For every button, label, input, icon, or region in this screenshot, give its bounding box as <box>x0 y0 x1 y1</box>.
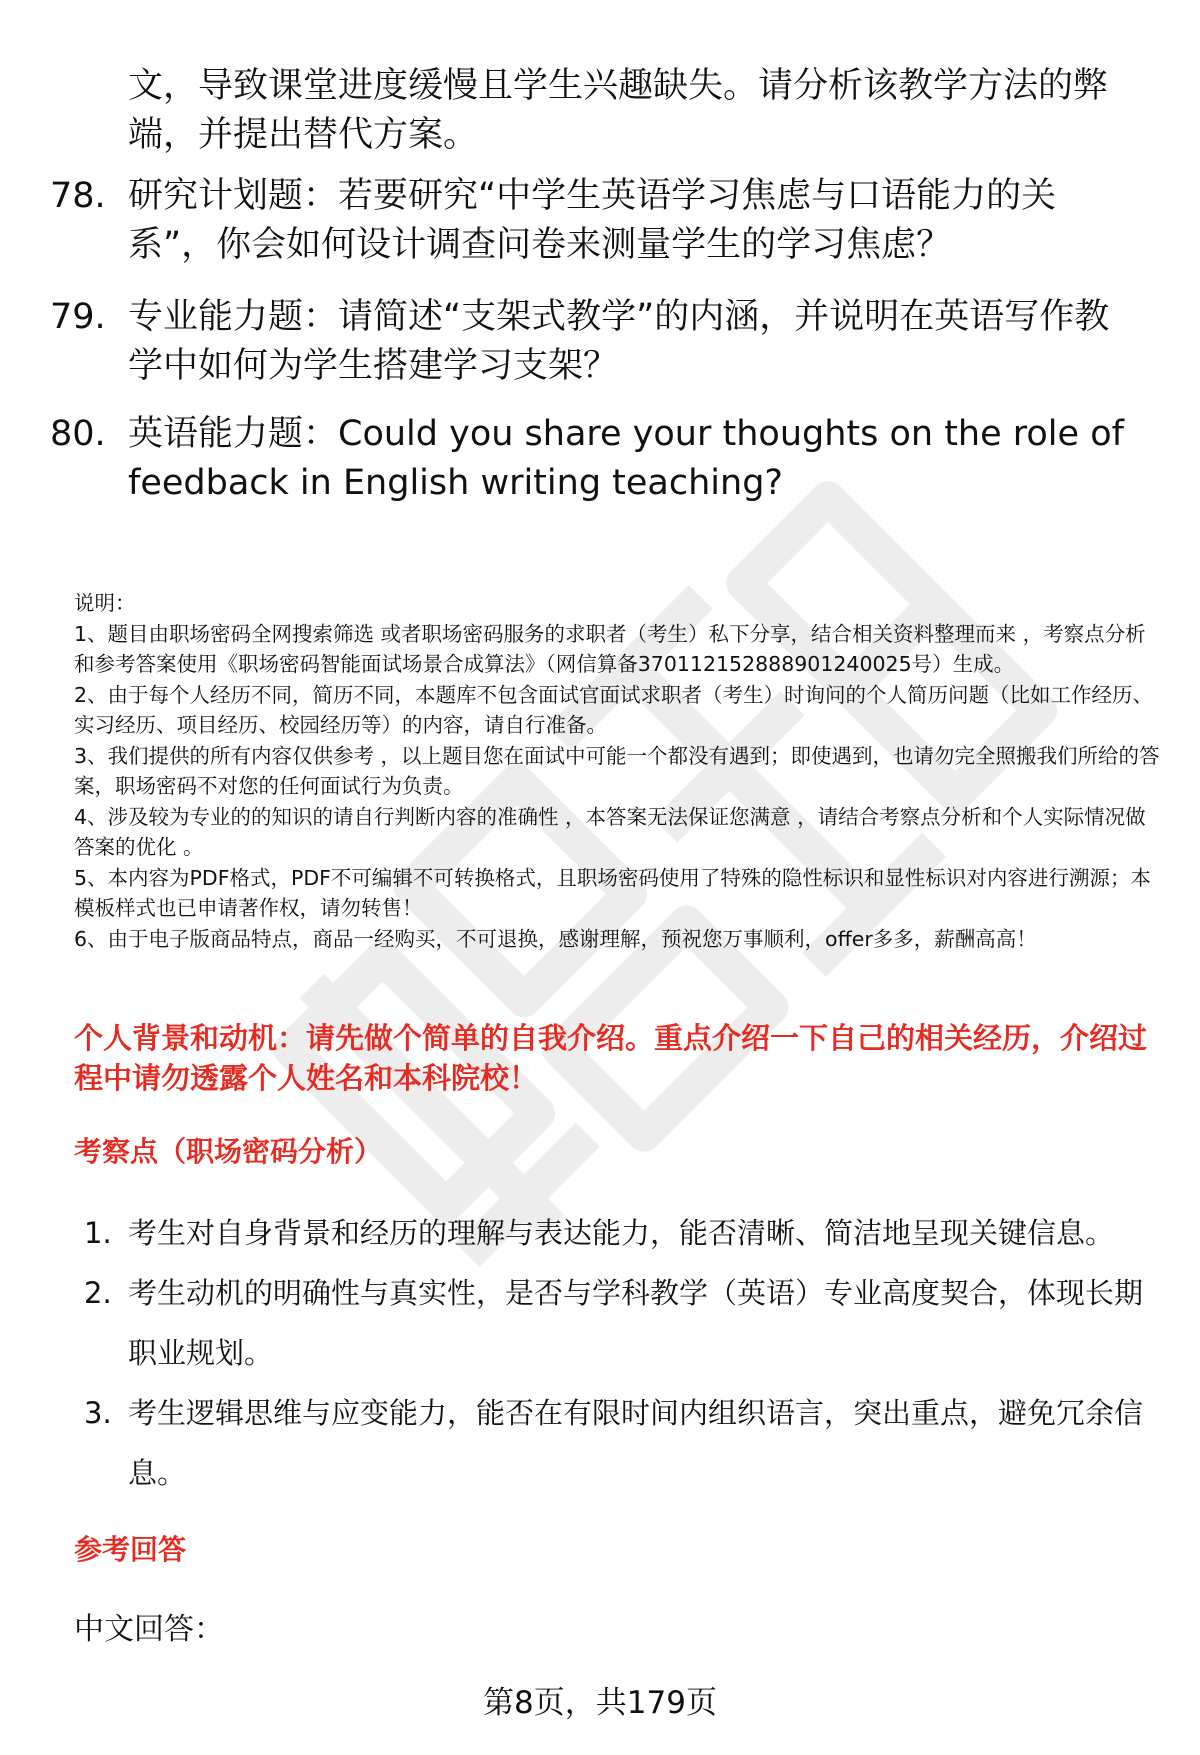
note-item: 2、由于每个人经历不同，简历不同，本题库不包含面试官面试求职者（考生）时询问的个人简历问题（比如工作经历、实习经历、项目经历、校园经历等）的内容，请自行准备。 <box>74 682 1154 737</box>
point-text: 考生对自身背景和经历的理解与表达能力，能否清晰、简洁地呈现关键信息。 <box>128 1216 1115 1250</box>
question-text: 英语能力题：Could you share your thoughts on the role of feedback in English writing teaching? <box>128 414 1124 503</box>
question-text: 专业能力题：请简述“支架式教学”的内涵，并说明在英语写作教学中如何为学生搭建学习支架？ <box>128 297 1110 386</box>
point-item <box>84 1383 1164 1503</box>
point-number: 1. <box>84 1216 112 1250</box>
notes-section <box>74 588 1160 954</box>
question-number: 79. <box>50 297 106 337</box>
notes-title: 说明： <box>74 591 136 615</box>
note-item: 5、本内容为PDF格式，PDF不可编辑不可转换格式，且职场密码使用了特殊的隐性标识和显性标识对内容进行溯源；本模板样式也已申请著作权，请勿转售！ <box>74 865 1151 920</box>
question-text: 研究计划题：若要研究“中学生英语学习焦虑与口语能力的关系”，你会如何设计调查问卷来测量学生的学习焦虑？ <box>128 176 1057 265</box>
point-number: 2. <box>84 1276 112 1310</box>
point-number: 3. <box>84 1396 112 1430</box>
chinese-answer-label: 中文回答： <box>74 1612 224 1647</box>
answer-heading: 参考回答 <box>74 1533 187 1566</box>
note-item: 6、由于电子版商品特点，商品一经购买，不可退换，感谢理解，预祝您万事顺利，offer多多，薪酬高高！ <box>74 926 1037 951</box>
note-item: 4、涉及较为专业的的知识的请自行判断内容的准确性 ，本答案无法保证您满意 ，请结合考察点分析和个人实际情况做答案的优化 。 <box>74 804 1146 859</box>
question-number: 78. <box>50 176 106 216</box>
question-number: 80. <box>50 414 106 454</box>
note-item: 1、题目由职场密码全网搜索筛选 或者职场密码服务的求职者（考生）私下分享，结合相关资料整理而来 ，考察点分析和参考答案使用《职场密码智能面试场景合成算法》（网信算备370112152888901240025号）生成。 <box>74 621 1146 676</box>
point-item <box>84 1203 1164 1263</box>
point-text: 考生逻辑思维与应变能力，能否在有限时间内组织语言，突出重点，避免冗余信息。 <box>128 1396 1144 1490</box>
question-77-continuation: 文，导致课堂进度缓慢且学生兴趣缺失。请分析该教学方法的弊端，并提出替代方案。 <box>128 66 1109 155</box>
points-list <box>84 1203 1164 1503</box>
point-item <box>84 1263 1164 1383</box>
background-question: 个人背景和动机：请先做个简单的自我介绍。重点介绍一下自己的相关经历，介绍过程中请勿透露个人姓名和本科院校！ <box>74 1021 1148 1095</box>
point-text: 考生动机的明确性与真实性，是否与学科教学（英语）专业高度契合，体现长期职业规划。 <box>128 1276 1144 1370</box>
note-item: 3、我们提供的所有内容仅供参考 ，以上题目您在面试中可能一个都没有遇到；即使遇到，也请勿完全照搬我们所给的答案，职场密码不对您的任何面试行为负责。 <box>74 743 1160 798</box>
page-footer: 第8页，共179页 <box>483 1685 717 1721</box>
points-heading: 考察点（职场密码分析） <box>74 1135 383 1168</box>
